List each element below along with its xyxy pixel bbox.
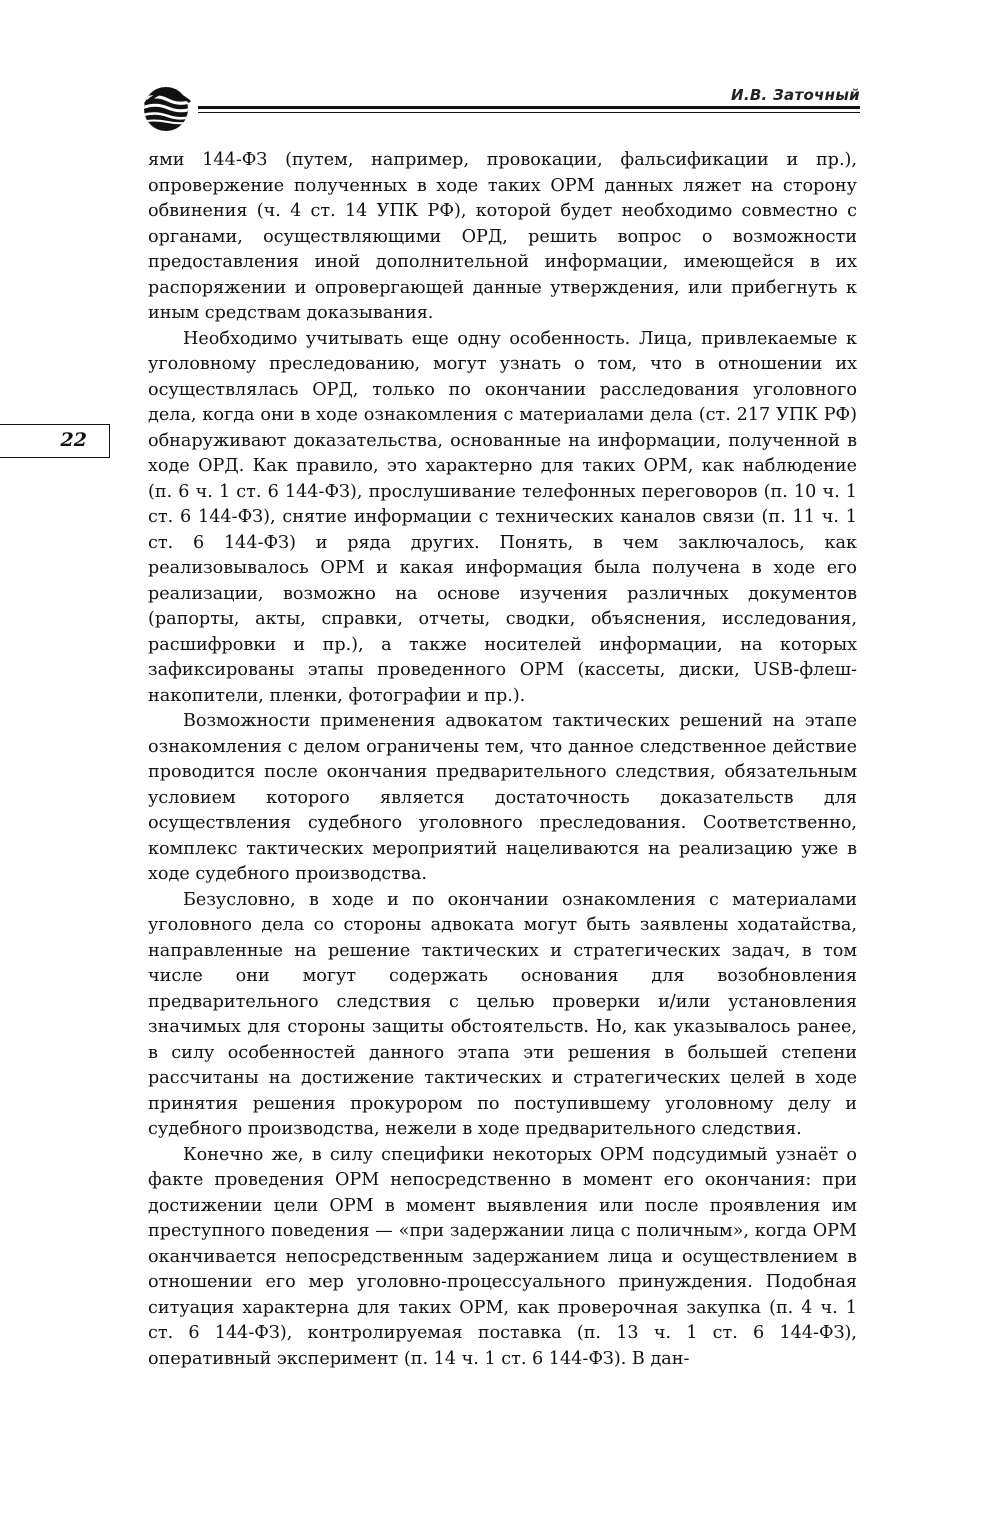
body-text xyxy=(148,148,857,1372)
page-number: 22 xyxy=(60,429,87,451)
header-rule xyxy=(198,106,860,109)
header-rule-thin xyxy=(198,112,860,113)
paragraph: Необходимо учитывать еще одну особенность. Лица, привлекаемые к уголовному преследованию, могут узнать о том, что в отношении их осуществлялась ОРД, только по окончании расследования уголовного дела, когда они в ходе ознакомления с материалами дела (ст. 217 УПК РФ) обнаруживают доказательства, основанные на информации, полученной в ходе ОРД. Как правило, это характерно для таких ОРМ, как наблюдение (п. 6 ч. 1 ст. 6 144-ФЗ), прослушивание телефонных переговоров (п. 10 ч. 1 ст. 6 144-ФЗ), снятие информации с технических каналов связи (п. 11 ч. 1 ст. 6 144-ФЗ) и ряда других. Понять, в чем заключалось, как реализовывалось ОРМ и какая информация была получена в ходе его реализации, возможно на основе изучения различных документов (рапорты, акты, справки, отчеты, сводки, объяснения, исследования, расшифровки и пр.), а также носителей информации, на которых зафиксированы этапы проведенного ОРМ (кассеты, диски, USB-флеш-накопители, пленки, фотографии и пр.). xyxy=(148,328,857,706)
paragraph: Безусловно, в ходе и по окончании ознакомления с материалами уголовного дела со стороны адвоката могут быть заявлены ходатайства, направленные на решение тактических и стратегических задач, в том числе они могут содержать основания для возобновления предварительного следствия с целью проверки и/или установления значимых для стороны защиты обстоятельств. Но, как указывалось ранее, в силу особенностей данного этапа эти решения в большей степени рассчитаны на достижение тактических и стратегических целей в ходе принятия решения прокурором по поступившему уголовному делу и судебного производства, нежели в ходе предварительного следствия. xyxy=(148,889,857,1139)
paragraph: Возможности применения адвокатом тактических решений на этапе ознакомления с делом ограничены тем, что данное следственное действие проводится после окончания предварительного следствия, обязательным условием которого является достаточность доказательств для осуществления судебного уголовного преследования. Соответственно, комплекс тактических мероприятий нацеливаются на реализацию уже в ходе судебного производства. xyxy=(148,711,857,884)
paragraph: Конечно же, в силу специфики некоторых ОРМ подсудимый узнаёт о факте проведения ОРМ непосредственно в момент его окончания: при достижении цели ОРМ в момент выявления или после проявления им преступного поведения — «при задержании лица с поличным», когда ОРМ оканчивается непосредственным задержанием лица и осуществлением в отношении его мер уголовно-процессуального принуждения. Подобная ситуация характерна для таких ОРМ, как проверочная закупка (п. 4 ч. 1 ст. 6 144-ФЗ), контролируемая поставка (п. 13 ч. 1 ст. 6 144-ФЗ), оперативный эксперимент (п. 14 ч. 1 ст. 6 144-ФЗ). В дан- xyxy=(148,1144,857,1369)
running-header xyxy=(140,80,860,136)
paragraph: ями 144-ФЗ (путем, например, провокации, фальсификации и пр.), опровержение полученных в ходе таких ОРМ данных ляжет на сторону обвинения (ч. 4 ст. 14 УПК РФ), которой будет необходимо совместно с органами, осуществляющими ОРД, решить вопрос о возможности предоставления иной дополнительной информации, имеющейся в их распоряжении и опровергающей данные утверждения, или прибегнуть к иным средствам доказывания. xyxy=(148,150,857,323)
header-author: И.В. Заточный xyxy=(730,86,860,104)
publisher-logo-icon xyxy=(140,84,196,134)
page-number-box xyxy=(0,424,110,458)
